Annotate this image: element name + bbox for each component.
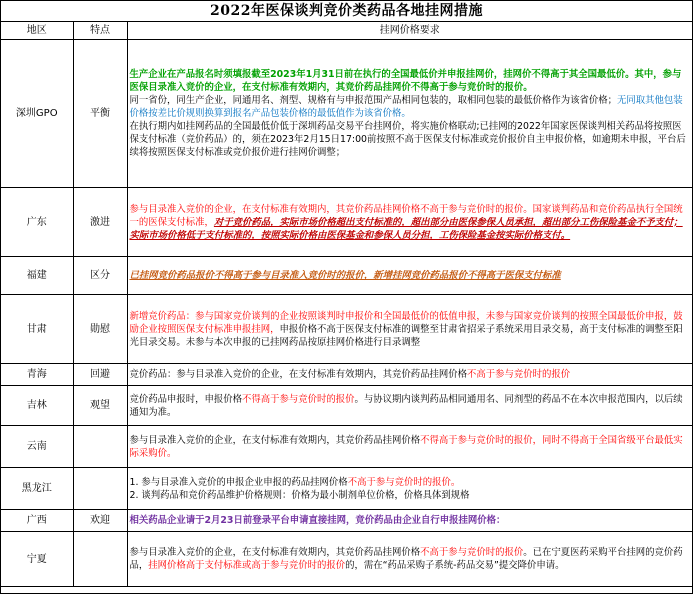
feature-cell: 欢迎 [73,510,127,532]
table-row [1,426,692,468]
requirement-text: 同一省份，同生产企业，同通用名、剂型、规格有与申报范围产品相同包装的，取相同包装的最低价格作为该省价格； [129,95,618,106]
table-row [1,386,692,426]
feature-cell: 回避 [73,364,127,386]
requirement-text: 不得高于参与竞价时的报价 [242,393,355,405]
table-row [1,468,692,510]
header-region: 地区 [1,22,73,40]
requirement-cell [127,295,692,364]
table-row [1,532,692,587]
requirement-cell [127,510,692,532]
feature-cell [73,532,127,587]
requirement-cell [127,426,692,468]
feature-cell: 激进 [73,188,127,257]
requirement-text: 不得高于参与竞价时的报价，同时不得高于全国省级平台最低实际采购价。 [129,434,683,459]
feature-cell: 平衡 [73,40,127,188]
requirement-text: 新增竞价药品：参与国家竞价谈判的企业按照谈判时申报价和全国最低价的低值申报，未参与国家竞价谈判的按照全国最低价申报，鼓励企业按照医保支付标准申报挂网， [129,310,683,335]
feature-cell: 观望 [73,386,127,426]
region-cell: 宁夏 [1,532,73,587]
requirement-text: 的，需在“药品采购子系统-药品交易”提交降价申请。 [345,560,565,571]
page-title: 2022年医保谈判竞价类药品各地挂网措施 [1,1,692,22]
region-cell: 广西 [1,510,73,532]
requirement-cell [127,468,692,510]
requirement-text: 。与协议期内谈判药品相同通用名、同剂型的药品不在本次申报范围内，以后续通知为准。 [129,393,683,418]
feature-cell: 区分 [73,257,127,295]
requirement-text: 不高于参与竞价时的报价。 [347,476,461,488]
region-cell: 黑龙江 [1,468,73,510]
table-row [1,40,692,188]
requirement-cell [127,40,692,188]
requirement-text: 不高于参与竞价时的报价 [420,547,524,558]
region-cell: 广东 [1,188,73,257]
header-requirement: 挂网价格要求 [127,22,692,40]
requirement-cell [127,257,692,295]
requirement-text: 不高于参与竞价时的报价 [467,369,571,380]
requirement-text: 申报价格不高于医保支付标准的调整至甘肃省招采子系统采用目录交易，高于支付标准的调整至阳光目录交易。未参与本次申报的已挂网药品按原挂网价格进行目录调整 [129,323,683,348]
table-row [1,510,692,532]
table-header-row [1,22,692,40]
requirement-text: 参与目录准入竞价的企业，在支付标准有效期内，其竞价药品挂网价格不高于参与竞价时的报价。国家谈判药品和竞价药品执行全国统一的医保支付标准， [129,203,683,228]
requirement-text: 已挂网竞价药品报价不得高于参与目录准入竞价时的报价，新增挂网竞价药品报价不得高于医保支付标准 [129,270,561,281]
region-cell: 福建 [1,257,73,295]
feature-cell: 勋慰 [73,295,127,364]
requirement-cell [127,532,692,587]
requirement-text: 对于竞价药品，实际市场价格超出支付标准的，超出部分由医保参保人员承担，超出部分工伤保险基金不予支付；实际市场价格低于支付标准的，按照实际价格由医保基金和参保人员分担，工伤保险基金按实际价格支付。 [129,216,683,241]
table-row [1,188,692,257]
requirement-text: 。已在宁夏医药采购平台挂网的竞价药品， [129,547,683,571]
feature-cell [73,426,127,468]
region-cell: 青海 [1,364,73,386]
table-row [1,257,692,295]
region-cell: 云南 [1,426,73,468]
feature-cell [73,468,127,510]
header-feature: 特点 [73,22,127,40]
requirement-text: 生产企业在产品报名时须填报截至2023年1月31日前在执行的全国最低价并申报挂网价，挂网价不得高于其全国最低价。其中，参与医保目录准入竞价的企业，在支付标准有效期内，其竞价药品挂网价不得高于参与竞价时的报价。 [129,69,682,93]
table-row [1,295,692,364]
requirement-text: 参与目录准入竞价的企业，在支付标准有效期内，其竞价药品挂网价格 [129,547,421,558]
region-cell: 甘肃 [1,295,73,364]
requirement-text: 竞价药品申报时，申报价格 [129,393,243,405]
requirement-text: 竞价药品：参与目录准入竞价的企业，在支付标准有效期内，其竞价药品挂网价格 [129,369,468,380]
measures-table [1,22,692,587]
requirement-cell [127,386,692,426]
requirement-text: 无同取其他包装价格按差比价规则换算到报名产品包装价格的最低值作为该省价格。 [129,95,683,119]
requirement-cell [127,188,692,257]
requirement-text: 1. 参与目录准入竞价的申报企业申报的药品挂网价格 [129,476,348,488]
region-cell: 深圳GPO [1,40,73,188]
requirement-text: 参与目录准入竞价的企业，在支付标准有效期内，其竞价药品挂网价格 [129,434,421,446]
requirement-text: 在执行期内如挂网药品的全国最低价低于深圳药品交易平台挂网价，将实施价格联动;已挂网的2022年国家医保谈判相关药品将按照医保支付标准（竞价药品）的，须在2023年2月15日17:00前按照不高于医保支付标准或竞价报价自主申报价格，如逾期未申报，平台后续将按照医保支付标准或竞价报价进行挂网价调整； [129,121,686,158]
requirement-cell [127,364,692,386]
requirement-text: 相关药品企业请于2月23日前登录平台申请直接挂网，竞价药品由企业自行申报挂网价格： [129,515,506,526]
requirement-text: 2. 谈判药品和竞价药品维护价格规则：价格为最小制剂单位价格，价格具体到规格 [129,489,470,501]
requirement-text: 挂网价格高于支付标准或高于参与竞价时的报价 [148,560,346,571]
region-cell: 吉林 [1,386,73,426]
table-row [1,364,692,386]
